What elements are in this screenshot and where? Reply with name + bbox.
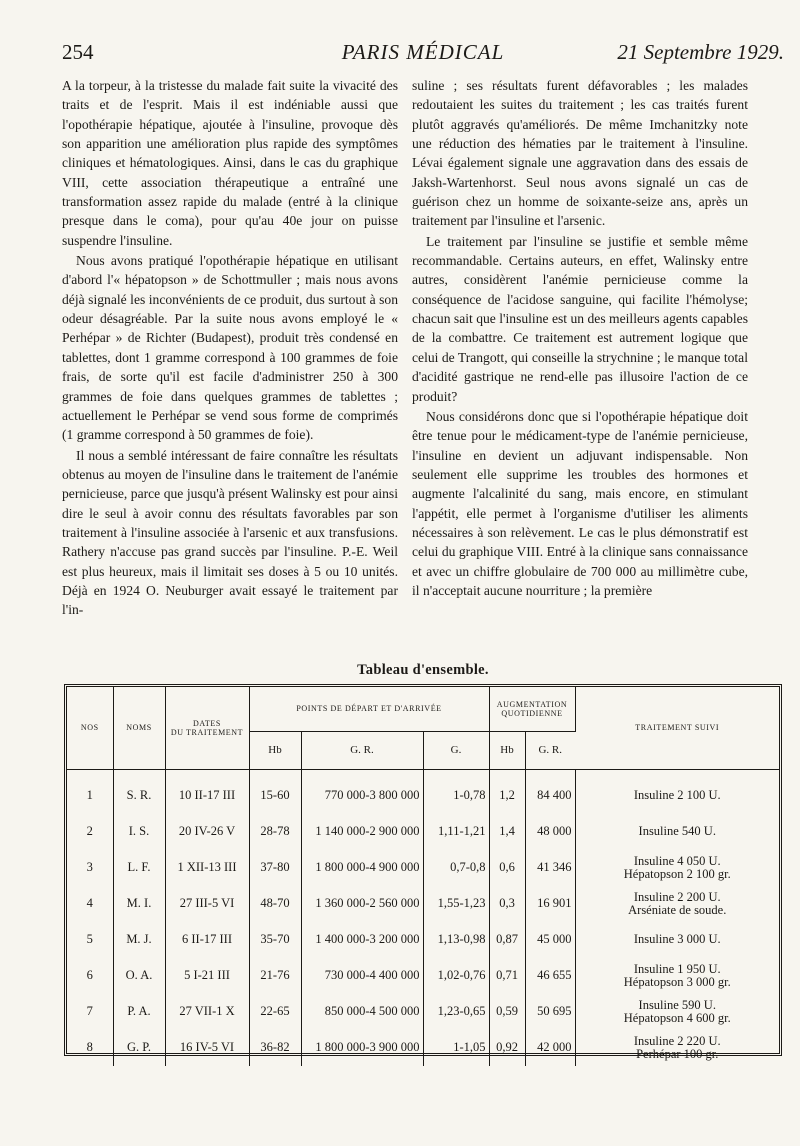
cell-gr: 1 800 000-4 900 000 xyxy=(301,850,423,886)
cell-g: 1,55-1,23 xyxy=(423,886,489,922)
header-dates-line1: DATES xyxy=(193,718,221,728)
cell-nom: M. I. xyxy=(113,886,165,922)
table-row xyxy=(67,850,779,886)
cell-aug-gr: 46 655 xyxy=(525,958,575,994)
treat-line1: Insuline 2 100 U. xyxy=(633,788,721,802)
cell-dates: 20 IV-26 V xyxy=(165,814,249,850)
cell-gr: 850 000-4 500 000 xyxy=(301,994,423,1030)
cell-hb: 28-78 xyxy=(249,814,301,850)
summary-table-frame xyxy=(64,684,782,1061)
summary-table xyxy=(67,687,779,1066)
left-column xyxy=(62,76,398,620)
cell-gr: 1 400 000-3 200 000 xyxy=(301,922,423,958)
header-dates xyxy=(165,687,249,769)
table-row xyxy=(67,814,779,850)
header-g: G. xyxy=(423,731,489,769)
table-row xyxy=(67,1030,779,1066)
cell-g: 1,13-0,98 xyxy=(423,922,489,958)
cell-hb: 37-80 xyxy=(249,850,301,886)
treat-line2: Hépatopson 4 600 gr. xyxy=(623,1010,731,1025)
cell-dates: 6 II-17 III xyxy=(165,922,249,958)
cell-aug-gr: 48 000 xyxy=(525,814,575,850)
treat-line1: Insuline 1 950 U. xyxy=(633,961,721,976)
cell-g: 1,23-0,65 xyxy=(423,994,489,1030)
cell-num: 5 xyxy=(67,922,113,958)
cell-aug-gr: 16 901 xyxy=(525,886,575,922)
cell-g: 1-1,05 xyxy=(423,1030,489,1066)
treat-line2: Perhépar 100 gr. xyxy=(636,1046,719,1061)
cell-g: 1,02-0,76 xyxy=(423,958,489,994)
treat-line1: Insuline 2 200 U. xyxy=(633,889,721,904)
cell-gr: 770 000-3 800 000 xyxy=(301,769,423,814)
header-points: POINTS DE DÉPART ET D'ARRIVÉE xyxy=(249,687,489,731)
treat-line2: Hépatopson 3 000 gr. xyxy=(623,974,731,989)
table-row xyxy=(67,994,779,1030)
cell-nom: P. A. xyxy=(113,994,165,1030)
cell-nom: M. J. xyxy=(113,922,165,958)
header-augmentation xyxy=(489,687,575,731)
header-hb: Hb xyxy=(249,731,301,769)
cell-dates: 10 II-17 III xyxy=(165,769,249,814)
cell-dates: 16 IV-5 VI xyxy=(165,1030,249,1066)
cell-num: 6 xyxy=(67,958,113,994)
cell-aug-gr: 50 695 xyxy=(525,994,575,1030)
table-row xyxy=(67,958,779,994)
cell-dates: 1 XII-13 III xyxy=(165,850,249,886)
cell-hb: 21-76 xyxy=(249,958,301,994)
cell-num: 4 xyxy=(67,886,113,922)
cell-nom: O. A. xyxy=(113,958,165,994)
treat-line1: Insuline 540 U. xyxy=(638,824,716,838)
cell-aug-hb: 0,71 xyxy=(489,958,525,994)
cell-nom: G. P. xyxy=(113,1030,165,1066)
cell-aug-hb: 0,87 xyxy=(489,922,525,958)
paragraph: Le traitement par l'insuline se justifie et semble même recommandable. Certains auteurs, en effet, Walinsky entre autres, considèrent l'anémie pernicieuse comme la conséquence de l'acidose sanguine, qui facilite l'hémolyse; chacun sait que l'insuline est un des meilleurs agents capables de la combattre. Ce traitement est autrement logique que celui de Trangott, qui conseille la strychnine ; le manque total d'acidité gastrique ne rend-elle pas illusoire l'action de ce produit? xyxy=(412,233,748,404)
cell-aug-hb: 0,3 xyxy=(489,886,525,922)
cell-dates: 5 I-21 III xyxy=(165,958,249,994)
cell-aug-hb: 0,6 xyxy=(489,850,525,886)
cell-hb: 36-82 xyxy=(249,1030,301,1066)
header-aug-gr: G. R. xyxy=(525,731,575,769)
page-header xyxy=(62,40,784,70)
cell-nom: L. F. xyxy=(113,850,165,886)
paragraph: Il nous a semblé intéressant de faire connaître les résultats obtenus au moyen de l'insuline dans le traitement de l'anémie pernicieuse, parce que jusqu'à présent Walinsky est pour ainsi dire le seul à avoir connu des résultats favorables par son traitement à l'insuline associée à l'arsenic et aux transfusions. Rathery n'accuse pas grand succès par l'insuline. P.-E. Weil est plus heureux, mais il limitait ses doses à 5 ou 10 unités. Déjà en 1924 O. Neuburger avait essayé le traitement par l'in- xyxy=(62,447,398,618)
table-row xyxy=(67,922,779,958)
cell-aug-hb: 1,2 xyxy=(489,769,525,814)
journal-title: PARIS MÉDICAL xyxy=(341,40,505,64)
cell-hb: 35-70 xyxy=(249,922,301,958)
table-row xyxy=(67,769,779,814)
cell-num: 8 xyxy=(67,1030,113,1066)
cell-gr: 1 360 000-2 560 000 xyxy=(301,886,423,922)
header-aug-line1: AUGMENTATION xyxy=(496,699,568,709)
cell-aug-hb: 1,4 xyxy=(489,814,525,850)
issue-date: 21 Septembre 1929. xyxy=(617,40,784,64)
treat-line1: Insuline 2 220 U. xyxy=(633,1033,721,1048)
cell-hb: 15-60 xyxy=(249,769,301,814)
cell-hb: 48-70 xyxy=(249,886,301,922)
cell-hb: 22-65 xyxy=(249,994,301,1030)
treat-line1: Insuline 590 U. xyxy=(638,997,716,1012)
header-gr: G. R. xyxy=(301,731,423,769)
cell-aug-gr: 41 346 xyxy=(525,850,575,886)
cell-dates: 27 VII-1 X xyxy=(165,994,249,1030)
cell-nom: I. S. xyxy=(113,814,165,850)
paragraph: suline ; ses résultats furent défavorables ; les malades redoutaient les suites du traitement ; les cas traités furent plutôt aggravés qu'améliorés. De même Imchanitzky note une réduction des hématies par le traitement à l'insuline. Lévai également signale une aggravation dans des essais de Jaksh-Wartenhorst. Seul nous avons signalé un cas de guérison chez un homme de soixante-seize ans, après un traitement par l'insuline et l'arsenic. xyxy=(412,78,748,229)
treat-line1: Insuline 4 050 U. xyxy=(633,853,721,868)
header-aug-line2: QUOTIDIENNE xyxy=(501,708,563,718)
cell-g: 1,11-1,21 xyxy=(423,814,489,850)
cell-aug-hb: 0,92 xyxy=(489,1030,525,1066)
header-dates-line2: DU TRAITEMENT xyxy=(170,727,244,737)
cell-traitement xyxy=(575,1030,779,1066)
header-traitement: TRAITEMENT SUIVI xyxy=(575,687,779,769)
cell-aug-gr: 42 000 xyxy=(525,1030,575,1066)
cell-g: 0,7-0,8 xyxy=(423,850,489,886)
cell-dates: 27 III-5 VI xyxy=(165,886,249,922)
paragraph: A la torpeur, à la tristesse du malade fait suite la vivacité des traits et de l'esprit. Mais il est indéniable aussi que l'opothérapie hépatique, ajoutée à l'insuline, provoque dès son apparition une amélioration plus rapide des symptômes cliniques et hématologiques. Ainsi, dans le cas du graphique VIII, cette association thérapeutique a entraîné une transformation assez rapide du malade (entré à la clinique presque dans le coma), pour qu'au 40e jour on puisse suspendre l'insuline. xyxy=(62,78,398,248)
treat-line1: Insuline 3 000 U. xyxy=(633,932,721,946)
page-number: 254 xyxy=(62,40,94,64)
paragraph: Nous avons pratiqué l'opothérapie hépatique en utilisant d'abord l'« hépatopson » de Schottmuller ; mais nous avons déjà signalé les inconvénients de ce produit, dus surtout à son odeur désagréable. Par la suite nous avons employé le « Perhépar » de Richter (Budapest), produit très condensé en tablettes, dont 1 gramme correspond à 100 grammes de foie frais, de sorte qu'il est facile d'administrer 250 à 300 grammes de foie dans quelques grammes de tablettes ; actuellement le Perhépar se vend sous forme de comprimés (1 gramme correspond à 50 grammes de foie). xyxy=(62,253,398,443)
cell-traitement xyxy=(575,922,779,958)
treat-line2: Arséniate de soude. xyxy=(628,902,727,917)
cell-aug-gr: 45 000 xyxy=(525,922,575,958)
header-aug-hb: Hb xyxy=(489,731,525,769)
cell-num: 3 xyxy=(67,850,113,886)
cell-traitement xyxy=(575,769,779,814)
cell-traitement xyxy=(575,958,779,994)
cell-num: 7 xyxy=(67,994,113,1030)
table-caption: Tableau d'ensemble. xyxy=(357,662,489,678)
header-noms: NOMS xyxy=(113,687,165,769)
cell-g: 1-0,78 xyxy=(423,769,489,814)
cell-traitement xyxy=(575,994,779,1030)
cell-gr: 1 800 000-3 900 000 xyxy=(301,1030,423,1066)
cell-traitement xyxy=(575,886,779,922)
table-row xyxy=(67,886,779,922)
cell-traitement xyxy=(575,850,779,886)
cell-num: 1 xyxy=(67,769,113,814)
cell-traitement xyxy=(575,814,779,850)
treat-line2: Hépatopson 2 100 gr. xyxy=(623,866,731,881)
cell-gr: 1 140 000-2 900 000 xyxy=(301,814,423,850)
header-num: NOS xyxy=(67,687,113,769)
right-column xyxy=(412,76,748,600)
cell-gr: 730 000-4 400 000 xyxy=(301,958,423,994)
cell-num: 2 xyxy=(67,814,113,850)
paragraph: Nous considérons donc que si l'opothérapie hépatique doit être tenue pour le médicament-type de l'anémie pernicieuse, l'insuline en devient un adjuvant indispensable. Non seulement elle supprime les troubles des hormones et augmente l'alcalinité du sang, mais encore, en stimulant l'appétit, elle permet à l'organisme d'utiliser les aliments nécessaires à son relèvement. Le cas le plus démonstratif est celui du graphique VIII. Entré à la clinique sans connaissance et avec un chiffre globulaire de 700 000 au millimètre cube, il n'acceptait aucune nourriture ; la première xyxy=(412,408,748,598)
cell-nom: S. R. xyxy=(113,769,165,814)
cell-aug-hb: 0,59 xyxy=(489,994,525,1030)
cell-aug-gr: 84 400 xyxy=(525,769,575,814)
